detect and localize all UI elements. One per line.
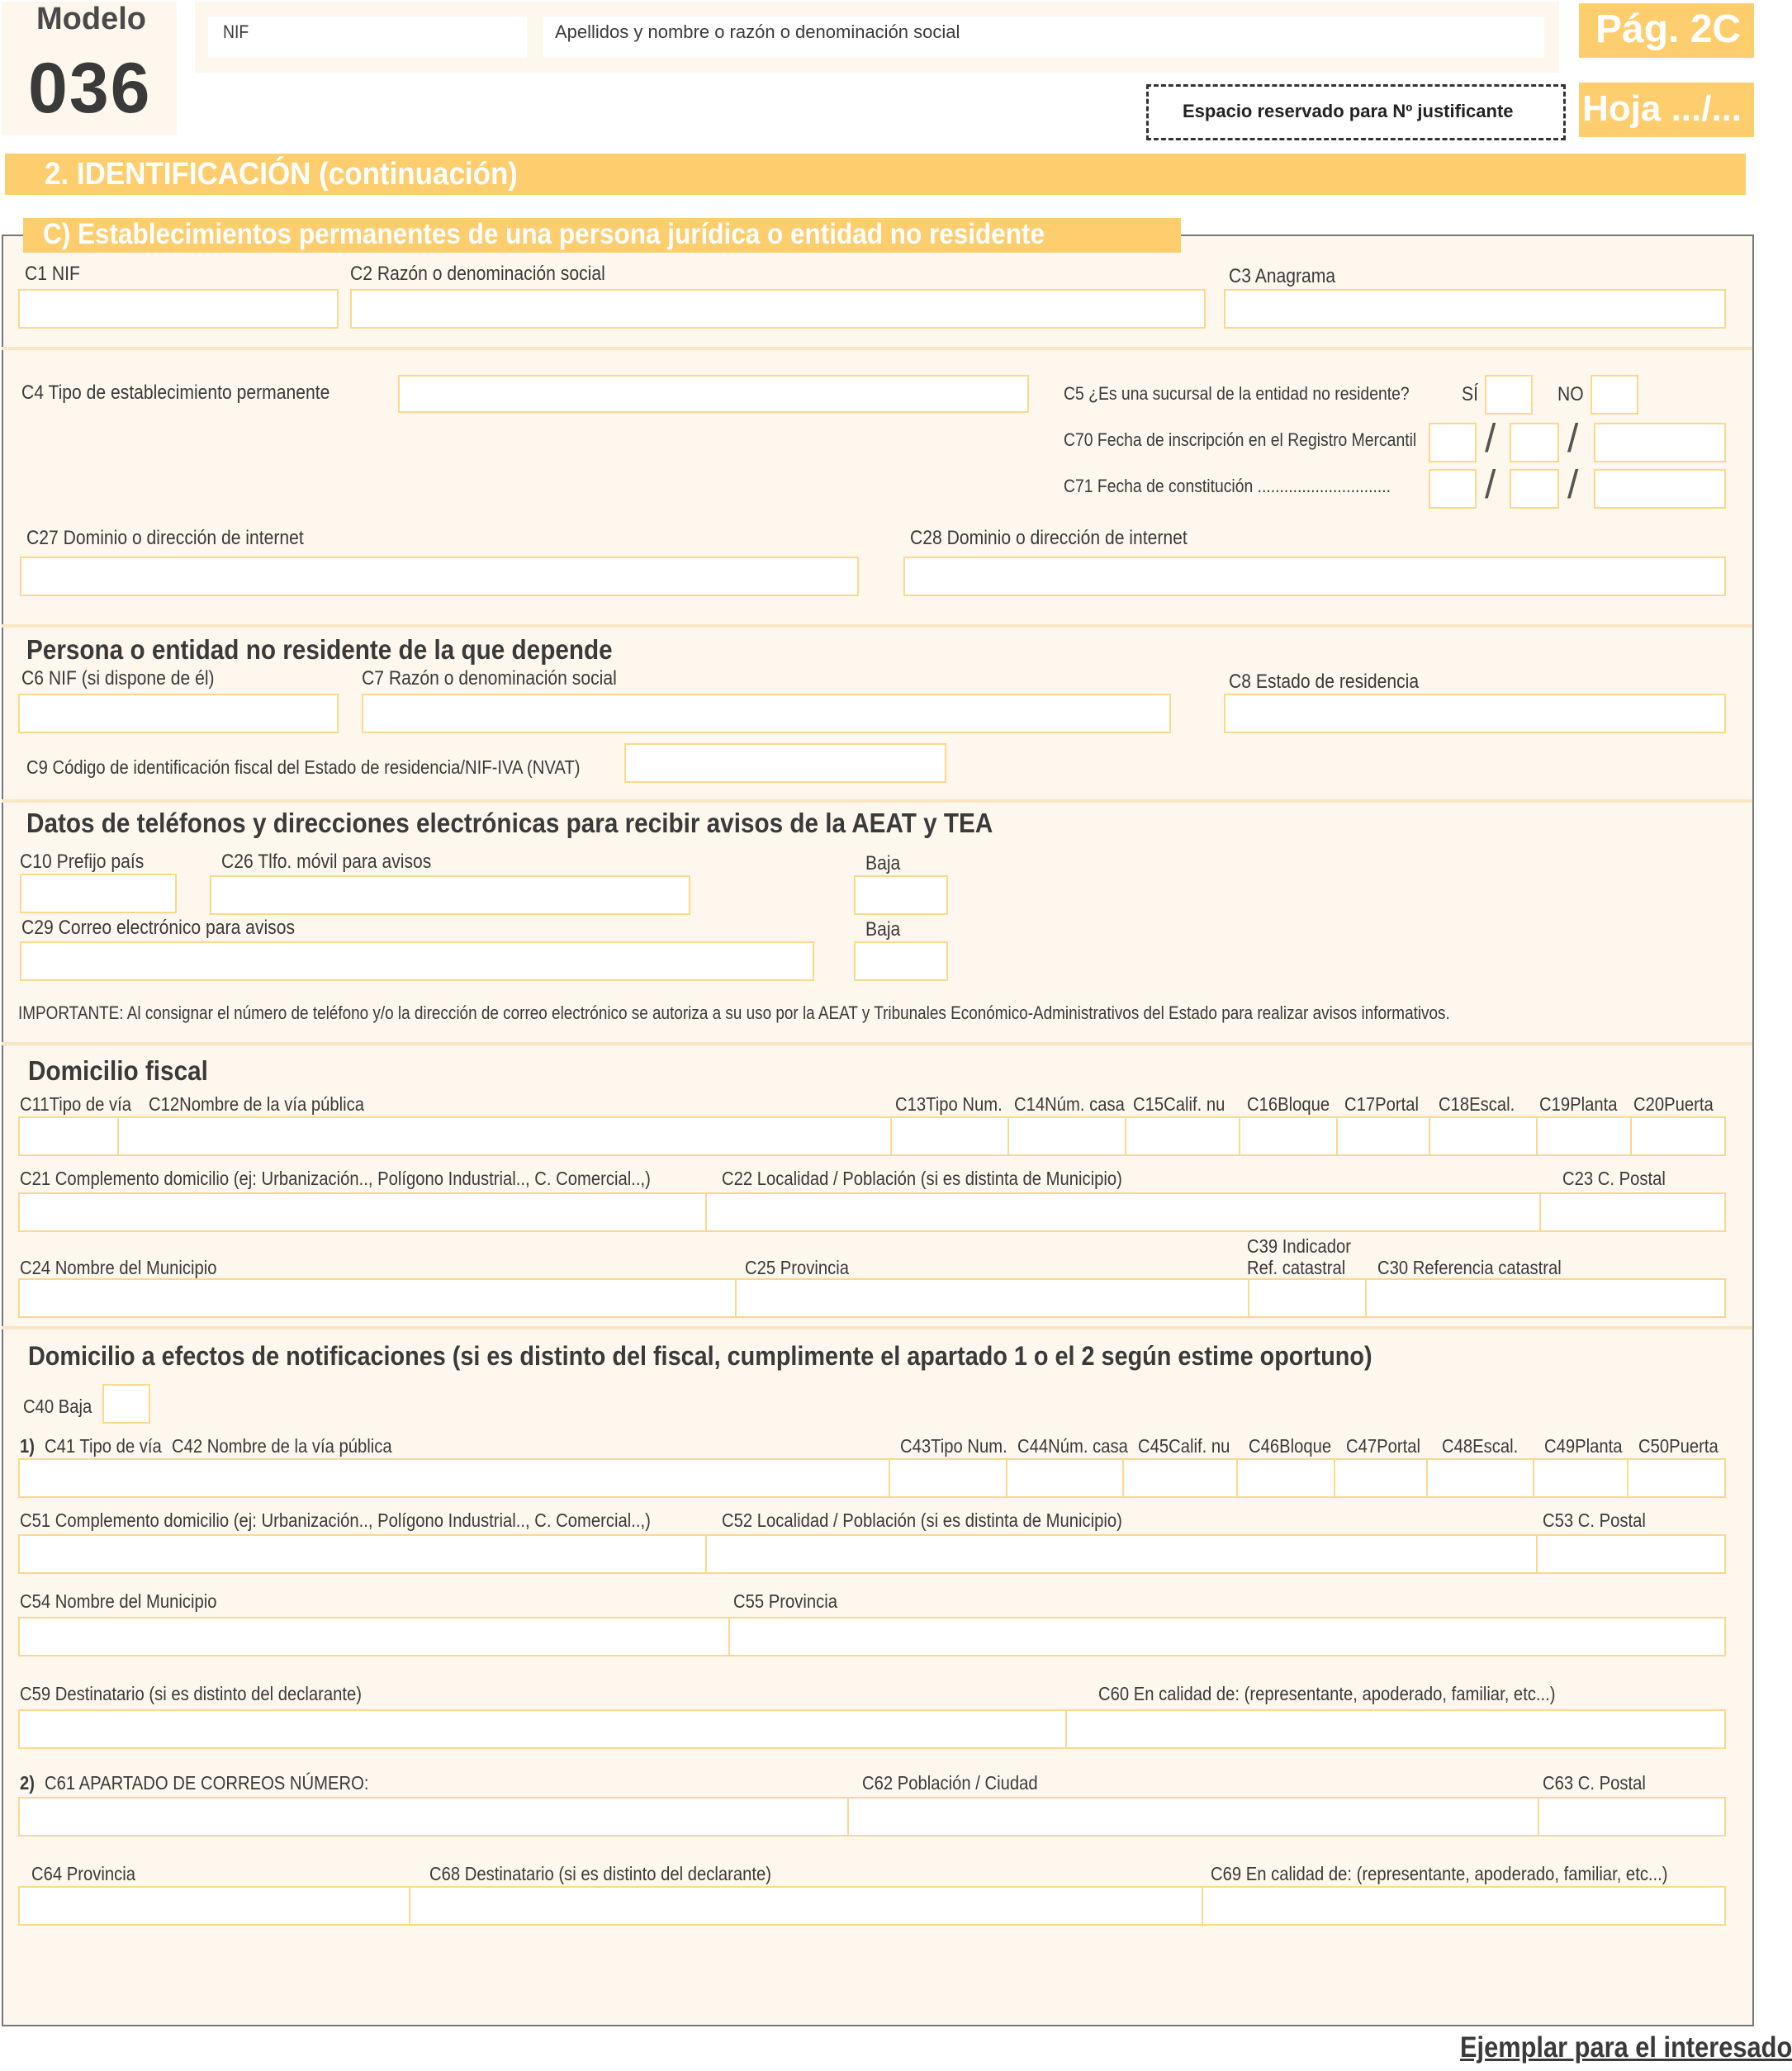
nif-field[interactable] <box>208 17 527 58</box>
separator <box>2 1326 1752 1329</box>
c24-field[interactable] <box>20 1280 737 1316</box>
c71-label: C71 Fecha de constitución .............................. <box>1064 476 1391 496</box>
c23-label: C23 C. Postal <box>1562 1168 1666 1189</box>
c7-field[interactable] <box>362 694 1171 733</box>
c64-field[interactable] <box>20 1888 410 1924</box>
c22-label: C22 Localidad / Población (si es distinta de Municipio) <box>722 1168 1122 1189</box>
c5-label: C5 ¿Es una sucursal de la entidad no residente? <box>1064 383 1410 404</box>
c10-field[interactable] <box>20 874 177 913</box>
c60-label: C60 En calidad de: (representante, apoderado, familiar, etc...) <box>1098 1683 1556 1704</box>
contact-title: Datos de teléfonos y direcciones electrónicas para recibir avisos de la AEAT y TEA <box>26 808 993 838</box>
c39-label: C39 Indicador <box>1247 1235 1352 1257</box>
c6-field[interactable] <box>18 694 339 733</box>
c40-label: C40 Baja <box>23 1396 92 1417</box>
c54-label: C54 Nombre del Municipio <box>20 1590 217 1612</box>
date-separator: / <box>1567 463 1579 507</box>
c28-field[interactable] <box>903 557 1726 596</box>
c49-label: C49Planta <box>1544 1435 1623 1457</box>
c14-field[interactable] <box>1009 1118 1126 1154</box>
c49-field[interactable] <box>1534 1460 1628 1496</box>
c70-month[interactable] <box>1510 423 1559 462</box>
c48-label: C48Escal. <box>1442 1435 1519 1457</box>
c25-label: C25 Provincia <box>745 1257 850 1278</box>
c46-field[interactable] <box>1238 1460 1335 1496</box>
c6-label: C6 NIF (si dispone de él) <box>21 667 215 690</box>
c46-label: C46Bloque <box>1249 1435 1332 1457</box>
c25-field[interactable] <box>737 1280 1249 1316</box>
c7-label: C7 Razón o denominación social <box>362 667 617 690</box>
c39-label-2: Ref. catastral <box>1247 1257 1346 1278</box>
c55-label: C55 Provincia <box>733 1590 838 1612</box>
date-separator: / <box>1485 463 1496 507</box>
c54-field[interactable] <box>20 1618 730 1655</box>
c1-label: C1 NIF <box>25 263 80 285</box>
c21-field[interactable] <box>20 1194 707 1230</box>
footer-label: Ejemplar para el interesado <box>1460 2031 1792 2064</box>
po-box-row2 <box>18 1886 1726 1926</box>
baja-label: Baja <box>865 918 901 941</box>
c17-label: C17Portal <box>1344 1093 1420 1115</box>
c1-field[interactable] <box>18 289 339 329</box>
baja-label: Baja <box>865 852 901 874</box>
c4-label: C4 Tipo de establecimiento permanente <box>21 382 330 404</box>
c71-day[interactable] <box>1429 469 1477 509</box>
c61-field[interactable] <box>20 1798 849 1835</box>
c51-label: C51 Complemento domicilio (ej: Urbanización.., Polígono Industrial.., C. Comercial..,) <box>20 1509 651 1531</box>
c20-field[interactable] <box>1632 1118 1724 1154</box>
po-box-row <box>18 1797 1726 1836</box>
c71-month[interactable] <box>1510 469 1559 509</box>
c48-field[interactable] <box>1428 1460 1535 1496</box>
c69-field[interactable] <box>1203 1888 1724 1924</box>
c16-field[interactable] <box>1240 1118 1338 1154</box>
subsection-title: C) Establecimientos permanentes de una persona jurídica o entidad no residente <box>43 218 1045 250</box>
dependency-title: Persona o entidad no residente de la que depende <box>26 634 613 665</box>
pag-label: Pág. 2C <box>1595 7 1742 51</box>
fiscal-address-row3 <box>18 1278 1726 1318</box>
c3-field[interactable] <box>1224 289 1726 329</box>
phone-baja-checkbox[interactable] <box>854 875 948 915</box>
c52-label: C52 Localidad / Población (si es distinta de Municipio) <box>722 1509 1122 1531</box>
separator <box>2 1042 1752 1045</box>
c59-field[interactable] <box>20 1711 1067 1747</box>
separator <box>2 799 1752 803</box>
c69-label: C69 En calidad de: (representante, apoderado, familiar, etc...) <box>1211 1863 1668 1884</box>
c41-label: C41 Tipo de vía <box>45 1435 162 1457</box>
c24-label: C24 Nombre del Municipio <box>20 1257 217 1278</box>
domicilio-fiscal-title: Domicilio fiscal <box>28 1055 208 1086</box>
c44-field[interactable] <box>1007 1460 1125 1496</box>
c51-field[interactable] <box>20 1536 707 1572</box>
c62-label: C62 Población / Ciudad <box>862 1772 1038 1794</box>
c60-field[interactable] <box>1067 1711 1724 1747</box>
c21-label: C21 Complemento domicilio (ej: Urbanización.., Polígono Industrial.., C. Comercial..,) <box>20 1168 651 1189</box>
c68-field[interactable] <box>410 1888 1203 1924</box>
separator <box>2 347 1752 350</box>
c13-label: C13Tipo Num. <box>895 1093 1003 1115</box>
hoja-label: Hoja .../... <box>1582 88 1742 129</box>
c71-year[interactable] <box>1594 469 1726 509</box>
notif-address-row4 <box>18 1709 1726 1749</box>
c12-field[interactable] <box>119 1118 892 1154</box>
c70-day[interactable] <box>1429 423 1477 462</box>
c15-field[interactable] <box>1126 1118 1240 1154</box>
c53-field[interactable] <box>1538 1536 1724 1572</box>
c63-label: C63 C. Postal <box>1543 1772 1646 1794</box>
c68-label: C68 Destinatario (si es distinto del declarante) <box>429 1863 772 1884</box>
justificante-label: Espacio reservado para Nº justificante <box>1183 101 1514 121</box>
c53-label: C53 C. Postal <box>1543 1509 1646 1531</box>
c18-field[interactable] <box>1430 1118 1538 1154</box>
c50-label: C50Puerta <box>1638 1435 1719 1457</box>
modelo-number: 036 <box>28 49 152 128</box>
c55-field[interactable] <box>730 1618 1724 1655</box>
fiscal-address-row <box>18 1116 1726 1156</box>
c22-field[interactable] <box>707 1194 1541 1230</box>
c52-field[interactable] <box>707 1536 1538 1572</box>
c63-field[interactable] <box>1539 1798 1724 1835</box>
c61-label: C61 APARTADO DE CORREOS NÚMERO: <box>45 1772 369 1794</box>
date-separator: / <box>1485 417 1496 461</box>
c14-label: C14Núm. casa <box>1014 1093 1125 1115</box>
c45-field[interactable] <box>1124 1460 1238 1496</box>
c9-label: C9 Código de identificación fiscal del Estado de residencia/NIF-IVA (NVAT) <box>26 756 581 778</box>
c43-field[interactable] <box>890 1460 1007 1496</box>
c27-field[interactable] <box>20 557 859 596</box>
c2-label: C2 Razón o denominación social <box>350 263 605 285</box>
separator <box>2 624 1752 628</box>
c9-field[interactable] <box>624 743 946 783</box>
c27-label: C27 Dominio o dirección de internet <box>26 527 304 549</box>
fiscal-address-row2 <box>18 1192 1726 1232</box>
c30-field[interactable] <box>1367 1280 1724 1316</box>
option-2-label: 2) <box>20 1772 35 1794</box>
c11-field[interactable] <box>20 1118 119 1154</box>
notif-address-row2 <box>18 1534 1726 1574</box>
c59-label: C59 Destinatario (si es distinto del declarante) <box>20 1683 363 1704</box>
c42-label: C42 Nombre de la vía pública <box>172 1435 392 1457</box>
c45-label: C45Calif. nu <box>1138 1435 1230 1457</box>
c19-label: C19Planta <box>1539 1093 1618 1115</box>
name-label: Apellidos y nombre o razón o denominación social <box>555 21 960 42</box>
c17-field[interactable] <box>1338 1118 1430 1154</box>
c28-label: C28 Dominio o dirección de internet <box>910 527 1188 549</box>
c12-label: C12Nombre de la vía pública <box>149 1093 365 1115</box>
c5-si-checkbox[interactable] <box>1485 375 1533 415</box>
c13-field[interactable] <box>892 1118 1009 1154</box>
c19-field[interactable] <box>1538 1118 1632 1154</box>
c47-field[interactable] <box>1335 1460 1428 1496</box>
c5-no-checkbox[interactable] <box>1591 375 1638 415</box>
option-1-label: 1) <box>20 1435 35 1457</box>
c26-label: C26 Tlfo. móvil para avisos <box>221 851 432 873</box>
c11-label: C11Tipo de vía <box>20 1093 132 1115</box>
c50-field[interactable] <box>1628 1460 1724 1496</box>
c3-label: C3 Anagrama <box>1229 265 1336 287</box>
c70-year[interactable] <box>1594 423 1726 462</box>
c41-c42-field[interactable] <box>20 1460 890 1496</box>
c20-label: C20Puerta <box>1633 1093 1714 1115</box>
c8-field[interactable] <box>1224 694 1726 733</box>
c29-field[interactable] <box>20 941 814 981</box>
date-separator: / <box>1567 417 1579 461</box>
section-title: 2. IDENTIFICACIÓN (continuación) <box>45 157 518 192</box>
c62-field[interactable] <box>849 1798 1539 1835</box>
c39-field[interactable] <box>1249 1280 1367 1316</box>
notif-address-row3 <box>18 1617 1726 1656</box>
c4-field[interactable] <box>398 375 1029 413</box>
c30-label: C30 Referencia catastral <box>1377 1257 1562 1278</box>
c18-label: C18Escal. <box>1439 1093 1515 1115</box>
c8-label: C8 Estado de residencia <box>1229 671 1420 693</box>
notificaciones-title: Domicilio a efectos de notificaciones (si es distinto del fiscal, cumplimente el apartado 1 o el 2 según estime oportuno) <box>28 1341 1372 1371</box>
c40-checkbox[interactable] <box>102 1384 150 1424</box>
c5-no-label: NO <box>1557 383 1584 405</box>
c5-si-label: SÍ <box>1462 383 1478 405</box>
c43-label: C43Tipo Num. <box>900 1435 1007 1457</box>
c15-label: C15Calif. nu <box>1133 1093 1225 1115</box>
c29-label: C29 Correo electrónico para avisos <box>21 917 296 939</box>
notif-address-row <box>18 1458 1726 1498</box>
c64-label: C64 Provincia <box>31 1863 136 1884</box>
c2-field[interactable] <box>350 289 1206 329</box>
nif-label: NIF <box>223 21 249 42</box>
c23-field[interactable] <box>1541 1194 1724 1230</box>
importante-note: IMPORTANTE: Al consignar el número de teléfono y/o la dirección de correo electrónico se autoriza a su uso por la AEAT y Tribunales Económico-Administrativos del Estado para realizar avisos informativos. <box>18 1002 1450 1023</box>
modelo-label: Modelo <box>36 2 146 36</box>
email-baja-checkbox[interactable] <box>854 941 948 981</box>
c26-field[interactable] <box>210 875 690 915</box>
c70-label: C70 Fecha de inscripción en el Registro Mercantil <box>1064 429 1417 450</box>
c16-label: C16Bloque <box>1247 1093 1330 1115</box>
c10-label: C10 Prefijo país <box>20 851 145 873</box>
c47-label: C47Portal <box>1346 1435 1421 1457</box>
c44-label: C44Núm. casa <box>1017 1435 1128 1457</box>
